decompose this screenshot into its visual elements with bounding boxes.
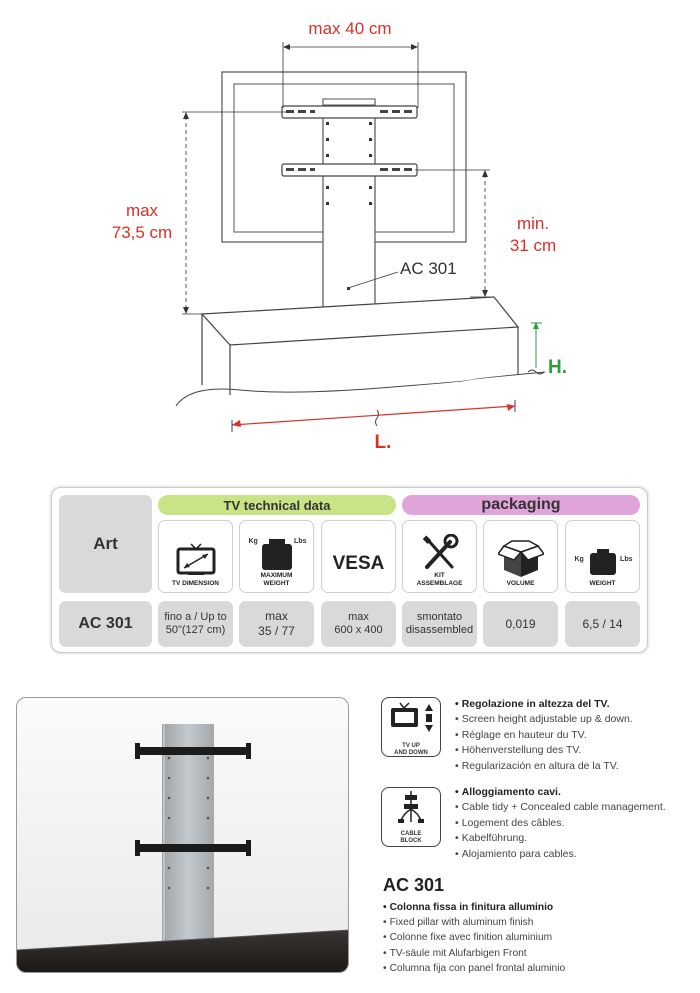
weight-icon-wrap [247, 536, 307, 572]
max-height-line2: 73,5 cm [111, 223, 173, 242]
list-item: • TV-säule mit Alufarbigen Front [383, 946, 565, 961]
cable-block-caption-line1: CABLE [400, 831, 422, 837]
vesa-value-line1: max [348, 611, 369, 623]
kit-value-line2: disassembled [405, 624, 474, 636]
tv-technical-header: TV technical data [158, 495, 396, 515]
pack-weight-icon [573, 544, 633, 580]
tv-dimension-value-line1: fino a / Up to [164, 611, 227, 623]
technical-drawing [0, 0, 700, 470]
kit-assemblage-cell [402, 520, 477, 593]
vesa-cell [321, 520, 396, 593]
list-item: • Cable tidy + Concealed cable management. [455, 800, 666, 815]
weight-caption: WEIGHT [589, 579, 616, 587]
pack-kg-label: Kg [574, 555, 584, 563]
tv-dimension-value [158, 601, 233, 647]
pack-lbs-label: Lbs [620, 555, 633, 563]
pack-weight-value [565, 601, 640, 647]
volume-caption: VOLUME [506, 579, 535, 587]
product-name: AC 301 [383, 875, 445, 895]
list-item: • Kabelführung. [455, 831, 666, 846]
tools-icon [420, 534, 460, 572]
max-weight-cell [239, 520, 314, 593]
list-item: • Colonna fissa in finitura alluminio [383, 900, 565, 915]
list-item: • Regolazione in altezza del TV. [455, 697, 633, 712]
cable-feature-list [455, 785, 666, 862]
list-item: • Fixed pillar with aluminum finish [383, 915, 565, 930]
kit-value [402, 601, 477, 647]
list-item: • Alloggiamento cavi. [455, 785, 666, 800]
cable-block-caption-line2: BLOCK [400, 838, 422, 844]
art-header: Art [59, 495, 152, 593]
h-label: H. [548, 357, 567, 378]
kit-caption-line2: ASSEMBLAGE [416, 579, 463, 587]
weight-cell [565, 520, 640, 593]
vesa-value [321, 601, 396, 647]
list-item: • Regularización en altura de la TV. [455, 759, 633, 774]
min-height-line2: 31 cm [509, 236, 557, 255]
tv-dimension-caption: TV DIMENSION [172, 579, 219, 587]
l-label: L. [374, 432, 392, 453]
pack-weight-value-text: 6,5 / 14 [582, 616, 623, 631]
volume-value-text: 0,019 [505, 616, 536, 631]
vesa-value-line2: 600 x 400 [334, 624, 383, 636]
height-feature-list [455, 697, 633, 774]
max-weight-value-line2: 35 / 77 [258, 624, 295, 638]
product-photo [16, 697, 349, 973]
max-height-label [108, 200, 176, 244]
tv-dimension-value-line2: 50"(127 cm) [165, 624, 226, 636]
art-value: AC 301 [59, 601, 152, 647]
model-label: AC 301 [400, 259, 457, 278]
product-feature-list [383, 900, 565, 976]
scale-weight-icon [247, 536, 307, 572]
tv-up-down-feature-icon [381, 697, 441, 757]
max-weight-value-line1: max [265, 609, 288, 623]
tv-dimension-cell [158, 520, 233, 593]
list-item: • Screen height adjustable up & down. [455, 712, 633, 727]
kit-caption [417, 572, 463, 587]
max-weight-caption [261, 572, 293, 587]
box-icon [498, 540, 544, 580]
list-item: • Columna fija con panel frontal aluminio [383, 961, 565, 976]
max-weight-value [239, 601, 314, 647]
tv-dimension-icon [174, 542, 218, 580]
max-height-line1: max [125, 201, 159, 220]
cable-block-caption [382, 831, 440, 845]
volume-value [483, 601, 558, 647]
kg-label: Kg [248, 538, 258, 545]
tv-up-down-icon [382, 698, 440, 738]
lbs-label: Lbs [294, 538, 307, 545]
pack-weight-icon-wrap [573, 544, 633, 580]
list-item: • Höhenverstellung des TV. [455, 743, 633, 758]
tv-up-down-caption [382, 743, 440, 757]
tv-up-down-caption-line1: TV UP [402, 743, 420, 749]
volume-cell [483, 520, 558, 593]
cable-block-feature-icon [381, 787, 441, 847]
tv-up-down-caption-line2: AND DOWN [394, 750, 428, 756]
max-weight-caption-line2: WEIGHT [263, 579, 290, 587]
max-weight-caption-line1: MAXIMUM [260, 572, 293, 579]
list-item: • Logement des câbles. [455, 816, 666, 831]
list-item: • Colonne fixe avec finition aluminium [383, 930, 565, 945]
min-height-line1: min. [516, 214, 550, 233]
kit-caption-line1: KIT [434, 572, 445, 579]
list-item: • Alojamiento para cables. [455, 847, 666, 862]
list-item: • Réglage en hauteur du TV. [455, 728, 633, 743]
max-width-label: max 40 cm [308, 19, 392, 38]
tv-stand-diagram [0, 0, 700, 470]
min-height-label [500, 213, 566, 257]
product-photo-illustration [17, 698, 349, 973]
packaging-header: packaging [402, 495, 640, 515]
spec-table [51, 487, 648, 653]
cable-block-icon [382, 788, 440, 826]
kit-value-line1: smontato [416, 611, 463, 623]
vesa-label: VESA [332, 553, 385, 574]
